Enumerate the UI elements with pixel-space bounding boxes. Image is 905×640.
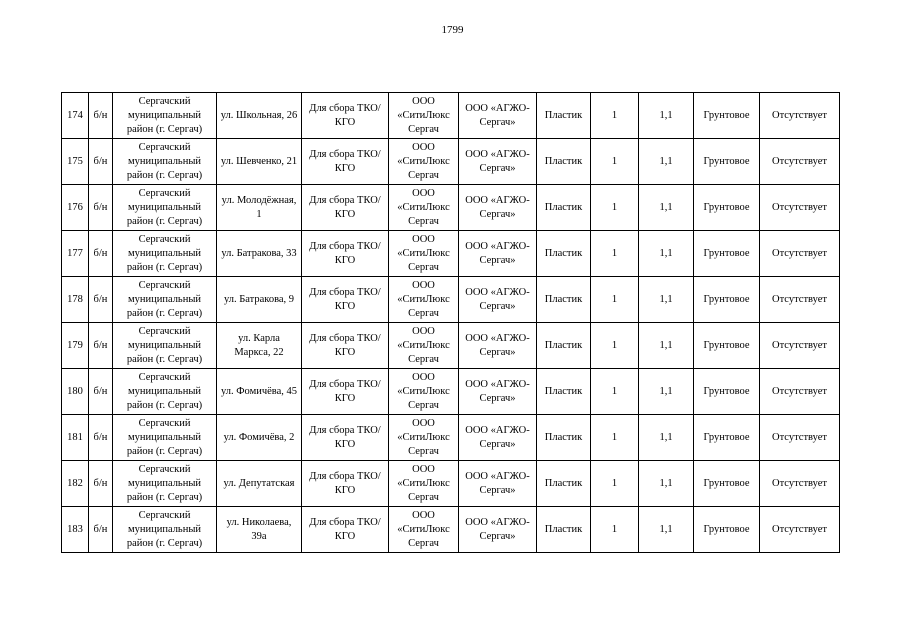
purpose-cell: Для сбора ТКО/КГО xyxy=(302,231,389,277)
owner-cell: ООО «СитиЛюкс Сергач xyxy=(389,93,459,139)
registry-no-cell: б/н xyxy=(89,277,113,323)
surface-type-cell: Грунтовое xyxy=(694,507,760,553)
address-cell: ул. Николаева, 39а xyxy=(217,507,302,553)
row-number-cell: 176 xyxy=(62,185,89,231)
purpose-cell: Для сбора ТКО/КГО xyxy=(302,415,389,461)
purpose-cell: Для сбора ТКО/КГО xyxy=(302,93,389,139)
district-cell: Сергачский муниципальный район (г. Сергач) xyxy=(113,277,217,323)
owner-cell: ООО «СитиЛюкс Сергач xyxy=(389,139,459,185)
material-cell: Пластик xyxy=(537,185,591,231)
container-volume-cell: 1,1 xyxy=(639,507,694,553)
material-cell: Пластик xyxy=(537,93,591,139)
container-volume-cell: 1,1 xyxy=(639,185,694,231)
district-cell: Сергачский муниципальный район (г. Сергач) xyxy=(113,507,217,553)
fence-cell: Отсутствует xyxy=(760,185,840,231)
operator-cell: ООО «АГЖО-Сергач» xyxy=(459,93,537,139)
page-number: 1799 xyxy=(441,24,464,36)
registry-no-cell: б/н xyxy=(89,461,113,507)
registry-no-cell: б/н xyxy=(89,323,113,369)
container-volume-cell: 1,1 xyxy=(639,277,694,323)
row-number-cell: 181 xyxy=(62,415,89,461)
container-count-cell: 1 xyxy=(591,415,639,461)
container-count-cell: 1 xyxy=(591,139,639,185)
table-row xyxy=(62,185,840,231)
table-row xyxy=(62,507,840,553)
operator-cell: ООО «АГЖО-Сергач» xyxy=(459,323,537,369)
table-row xyxy=(62,93,840,139)
owner-cell: ООО «СитиЛюкс Сергач xyxy=(389,185,459,231)
operator-cell: ООО «АГЖО-Сергач» xyxy=(459,277,537,323)
waste-sites-table xyxy=(61,92,840,553)
registry-no-cell: б/н xyxy=(89,369,113,415)
row-number-cell: 175 xyxy=(62,139,89,185)
district-cell: Сергачский муниципальный район (г. Сергач) xyxy=(113,369,217,415)
operator-cell: ООО «АГЖО-Сергач» xyxy=(459,415,537,461)
owner-cell: ООО «СитиЛюкс Сергач xyxy=(389,415,459,461)
purpose-cell: Для сбора ТКО/КГО xyxy=(302,507,389,553)
owner-cell: ООО «СитиЛюкс Сергач xyxy=(389,323,459,369)
district-cell: Сергачский муниципальный район (г. Сергач) xyxy=(113,93,217,139)
fence-cell: Отсутствует xyxy=(760,139,840,185)
container-count-cell: 1 xyxy=(591,461,639,507)
address-cell: ул. Шевченко, 21 xyxy=(217,139,302,185)
registry-no-cell: б/н xyxy=(89,139,113,185)
container-count-cell: 1 xyxy=(591,323,639,369)
container-count-cell: 1 xyxy=(591,231,639,277)
container-count-cell: 1 xyxy=(591,185,639,231)
material-cell: Пластик xyxy=(537,277,591,323)
registry-no-cell: б/н xyxy=(89,415,113,461)
purpose-cell: Для сбора ТКО/КГО xyxy=(302,277,389,323)
row-number-cell: 179 xyxy=(62,323,89,369)
table-row xyxy=(62,139,840,185)
container-volume-cell: 1,1 xyxy=(639,323,694,369)
fence-cell: Отсутствует xyxy=(760,415,840,461)
container-count-cell: 1 xyxy=(591,277,639,323)
registry-no-cell: б/н xyxy=(89,93,113,139)
district-cell: Сергачский муниципальный район (г. Сергач) xyxy=(113,323,217,369)
fence-cell: Отсутствует xyxy=(760,461,840,507)
material-cell: Пластик xyxy=(537,231,591,277)
address-cell: ул. Батракова, 33 xyxy=(217,231,302,277)
container-count-cell: 1 xyxy=(591,93,639,139)
address-cell: ул. Школьная, 26 xyxy=(217,93,302,139)
surface-type-cell: Грунтовое xyxy=(694,369,760,415)
surface-type-cell: Грунтовое xyxy=(694,231,760,277)
address-cell: ул. Фомичёва, 2 xyxy=(217,415,302,461)
registry-no-cell: б/н xyxy=(89,507,113,553)
fence-cell: Отсутствует xyxy=(760,507,840,553)
container-volume-cell: 1,1 xyxy=(639,93,694,139)
material-cell: Пластик xyxy=(537,507,591,553)
container-volume-cell: 1,1 xyxy=(639,415,694,461)
operator-cell: ООО «АГЖО-Сергач» xyxy=(459,369,537,415)
surface-type-cell: Грунтовое xyxy=(694,415,760,461)
address-cell: ул. Депутатская xyxy=(217,461,302,507)
fence-cell: Отсутствует xyxy=(760,231,840,277)
owner-cell: ООО «СитиЛюкс Сергач xyxy=(389,461,459,507)
row-number-cell: 174 xyxy=(62,93,89,139)
table-row xyxy=(62,323,840,369)
address-cell: ул. Карла Маркса, 22 xyxy=(217,323,302,369)
row-number-cell: 182 xyxy=(62,461,89,507)
surface-type-cell: Грунтовое xyxy=(694,93,760,139)
surface-type-cell: Грунтовое xyxy=(694,277,760,323)
container-volume-cell: 1,1 xyxy=(639,139,694,185)
table-row xyxy=(62,369,840,415)
surface-type-cell: Грунтовое xyxy=(694,323,760,369)
surface-type-cell: Грунтовое xyxy=(694,461,760,507)
material-cell: Пластик xyxy=(537,139,591,185)
address-cell: ул. Фомичёва, 45 xyxy=(217,369,302,415)
operator-cell: ООО «АГЖО-Сергач» xyxy=(459,461,537,507)
purpose-cell: Для сбора ТКО/КГО xyxy=(302,461,389,507)
purpose-cell: Для сбора ТКО/КГО xyxy=(302,323,389,369)
district-cell: Сергачский муниципальный район (г. Сергач) xyxy=(113,185,217,231)
fence-cell: Отсутствует xyxy=(760,369,840,415)
owner-cell: ООО «СитиЛюкс Сергач xyxy=(389,369,459,415)
operator-cell: ООО «АГЖО-Сергач» xyxy=(459,507,537,553)
container-count-cell: 1 xyxy=(591,507,639,553)
operator-cell: ООО «АГЖО-Сергач» xyxy=(459,231,537,277)
purpose-cell: Для сбора ТКО/КГО xyxy=(302,139,389,185)
registry-no-cell: б/н xyxy=(89,185,113,231)
address-cell: ул. Батракова, 9 xyxy=(217,277,302,323)
row-number-cell: 183 xyxy=(62,507,89,553)
district-cell: Сергачский муниципальный район (г. Сергач) xyxy=(113,461,217,507)
fence-cell: Отсутствует xyxy=(760,323,840,369)
address-cell: ул. Молодёжная, 1 xyxy=(217,185,302,231)
district-cell: Сергачский муниципальный район (г. Сергач) xyxy=(113,139,217,185)
container-volume-cell: 1,1 xyxy=(639,369,694,415)
district-cell: Сергачский муниципальный район (г. Сергач) xyxy=(113,415,217,461)
material-cell: Пластик xyxy=(537,461,591,507)
fence-cell: Отсутствует xyxy=(760,277,840,323)
owner-cell: ООО «СитиЛюкс Сергач xyxy=(389,277,459,323)
table-body xyxy=(62,93,840,553)
row-number-cell: 177 xyxy=(62,231,89,277)
material-cell: Пластик xyxy=(537,369,591,415)
surface-type-cell: Грунтовое xyxy=(694,185,760,231)
container-count-cell: 1 xyxy=(591,369,639,415)
surface-type-cell: Грунтовое xyxy=(694,139,760,185)
table-row xyxy=(62,461,840,507)
table-row xyxy=(62,415,840,461)
material-cell: Пластик xyxy=(537,323,591,369)
row-number-cell: 178 xyxy=(62,277,89,323)
purpose-cell: Для сбора ТКО/КГО xyxy=(302,185,389,231)
material-cell: Пластик xyxy=(537,415,591,461)
owner-cell: ООО «СитиЛюкс Сергач xyxy=(389,231,459,277)
operator-cell: ООО «АГЖО-Сергач» xyxy=(459,185,537,231)
container-volume-cell: 1,1 xyxy=(639,231,694,277)
district-cell: Сергачский муниципальный район (г. Сергач) xyxy=(113,231,217,277)
table-row xyxy=(62,231,840,277)
table-row xyxy=(62,277,840,323)
purpose-cell: Для сбора ТКО/КГО xyxy=(302,369,389,415)
row-number-cell: 180 xyxy=(62,369,89,415)
operator-cell: ООО «АГЖО-Сергач» xyxy=(459,139,537,185)
fence-cell: Отсутствует xyxy=(760,93,840,139)
container-volume-cell: 1,1 xyxy=(639,461,694,507)
owner-cell: ООО «СитиЛюкс Сергач xyxy=(389,507,459,553)
registry-no-cell: б/н xyxy=(89,231,113,277)
